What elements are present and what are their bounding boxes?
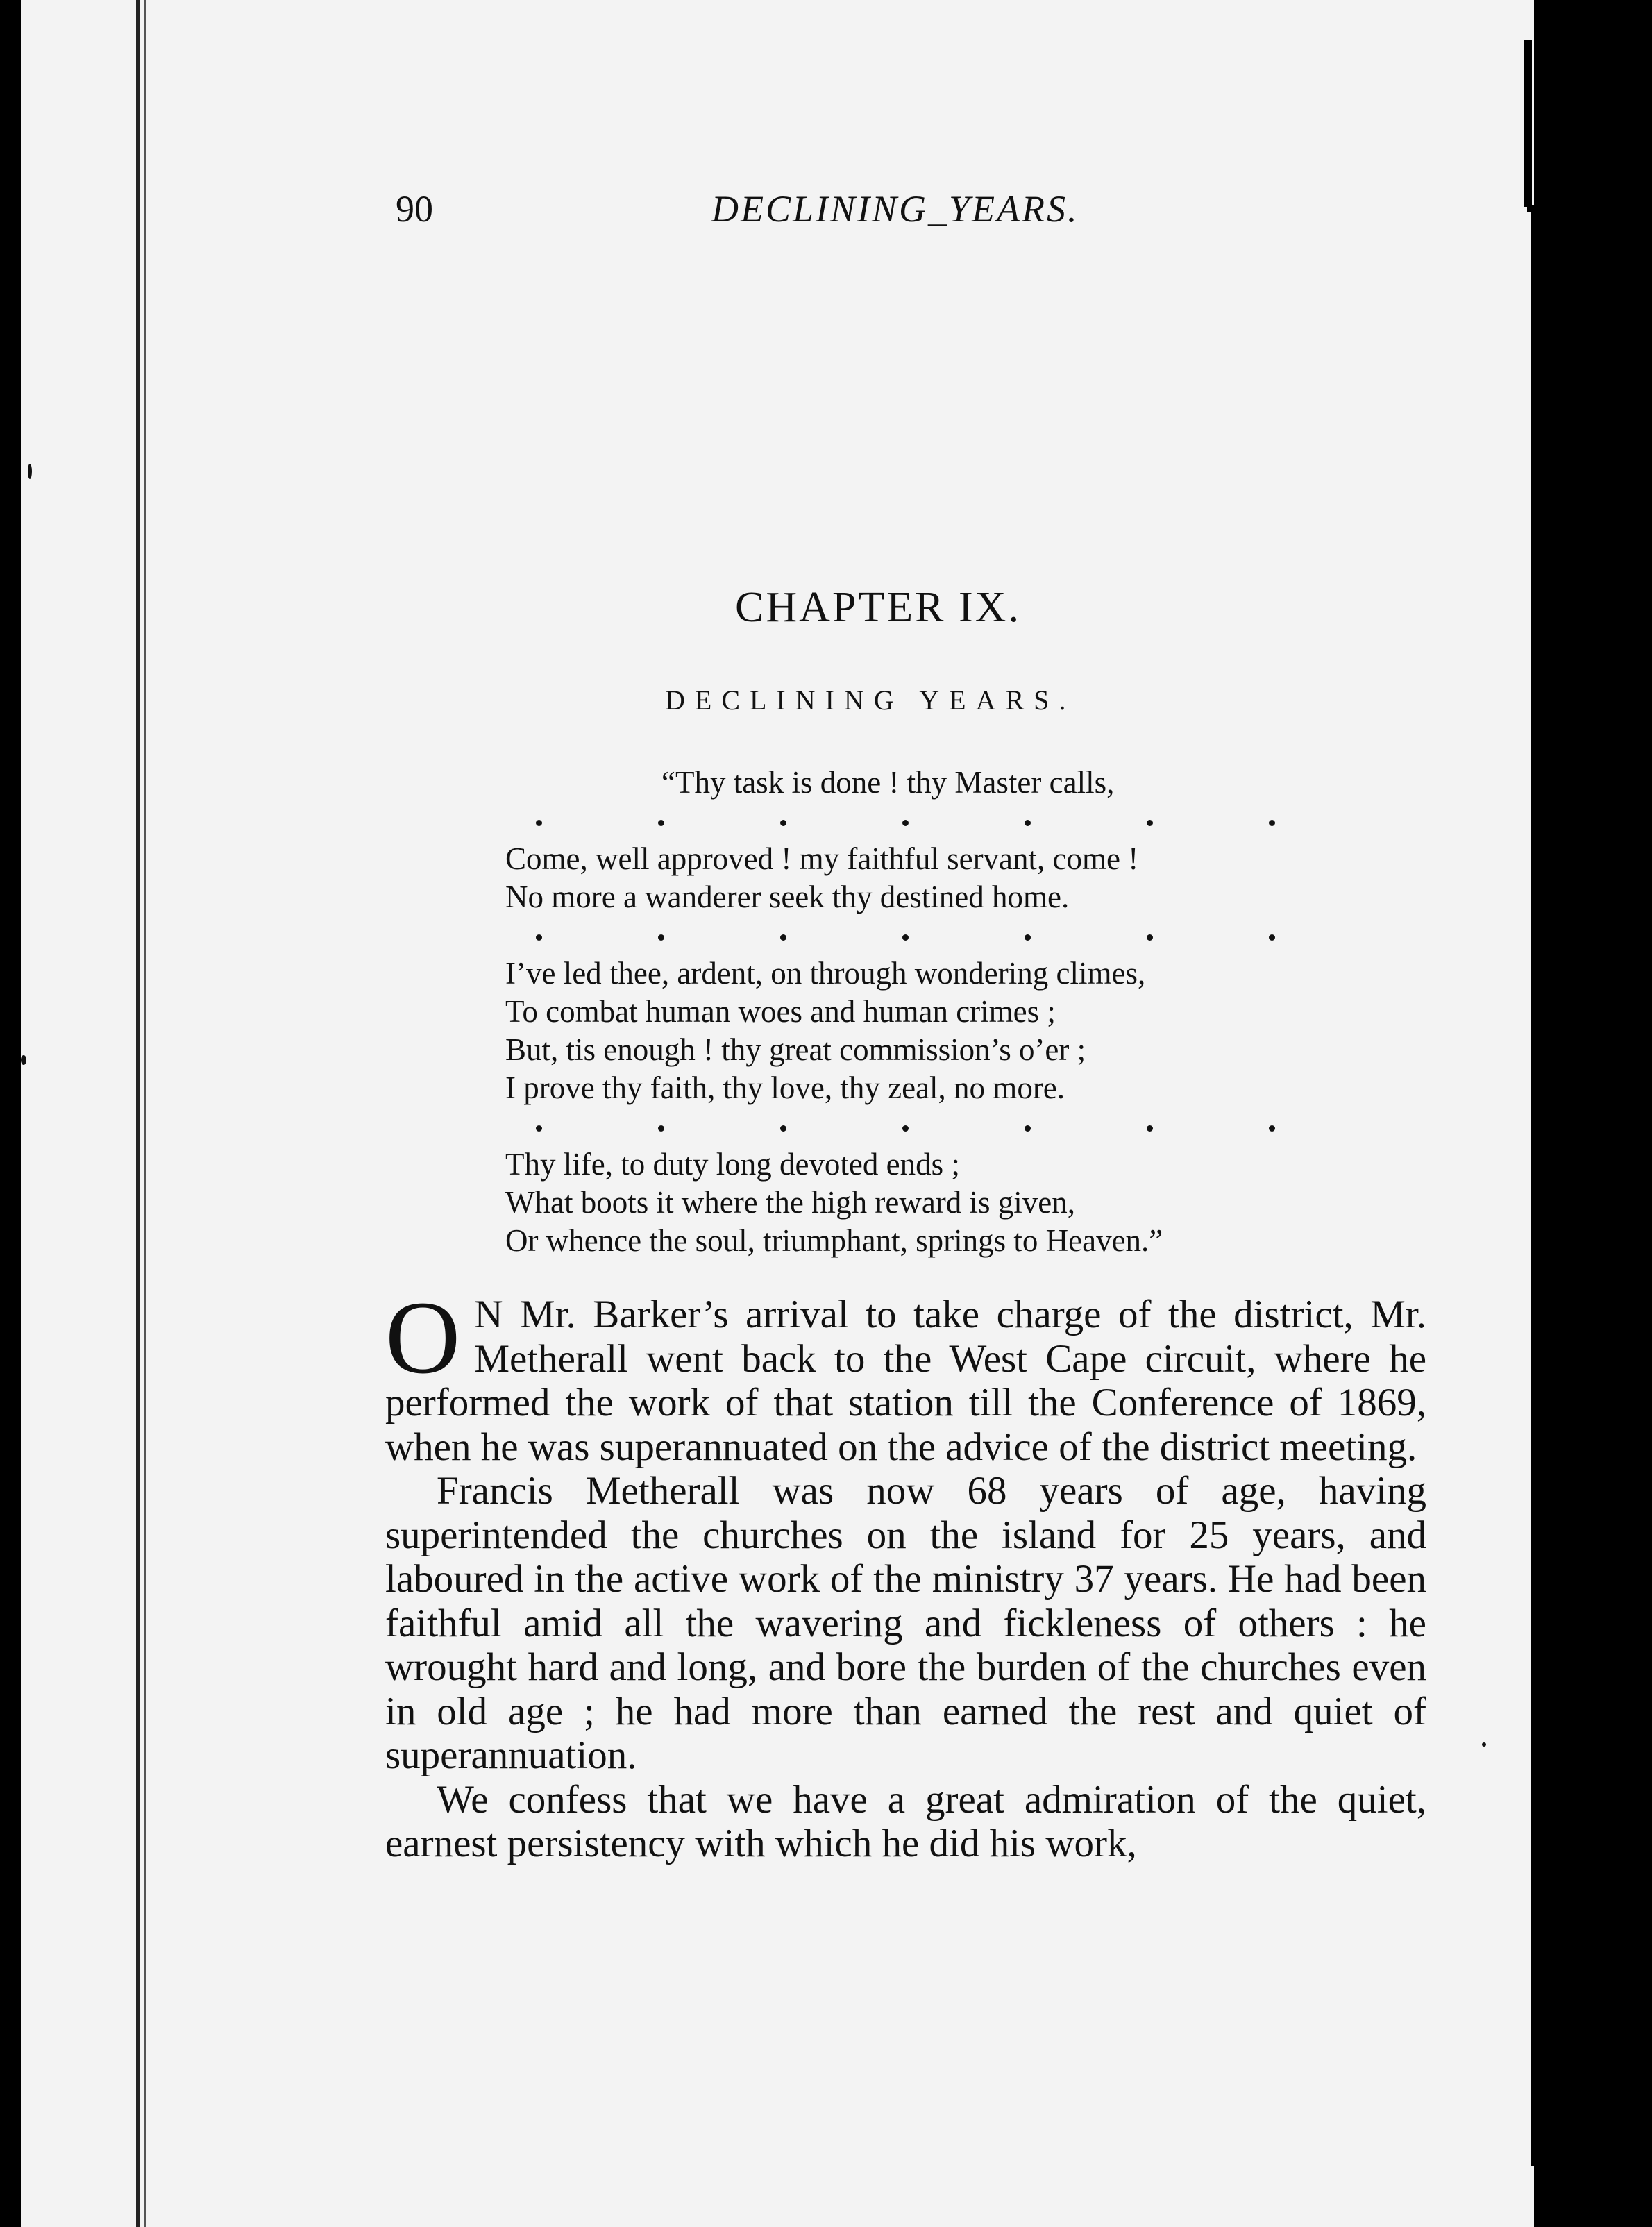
edge-tick (1524, 40, 1532, 207)
paragraph: We confess that we have a great admiration of the quiet, earnest persistency with which he did his work, (385, 1777, 1426, 1865)
epigraph-line: No more a wanderer seek thy destined home. (505, 880, 1070, 914)
gutter-line (144, 0, 146, 2227)
ellipsis-dots (505, 916, 1380, 955)
epigraph-line: But, tis enough ! thy great commission’s o’er ; (505, 1032, 1086, 1067)
epigraph (505, 764, 1380, 1260)
page-edge-shadow (1534, 0, 1652, 2227)
edge-tick (1527, 205, 1569, 212)
epigraph-line: What boots it where the high reward is given, (505, 1185, 1076, 1220)
body-text (385, 1280, 1426, 1866)
chapter-subtitle: DECLINING YEARS. (665, 684, 1076, 716)
paragraph: Francis Metherall was now 68 years of age, having superintended the churches on the island for 25 years, and laboured in the active work of the ministry 37 years. He had been faithful amid all the wavering and fickleness of others : he wrought hard and long, and bore the burden of the churches even in old age ; he had more than earned the rest and quiet of superannuation. (385, 1469, 1426, 1777)
drop-cap: O (385, 1280, 461, 1395)
paragraph-text: N Mr. Barker’s arrival to take charge of the district, Mr. Metherall went back to the West Cape circuit, where he performed the work of that station till the Conference of 1869, when he was superannuated on the advice of the district meeting. (385, 1293, 1426, 1469)
epigraph-line: Come, well approved ! my faithful servant, come ! (505, 841, 1139, 876)
epigraph-line: “Thy task is done ! thy Master calls, (661, 765, 1115, 800)
scan-speck (1482, 1742, 1486, 1747)
ellipsis-dots (505, 802, 1380, 840)
epigraph-line: Thy life, to duty long devoted ends ; (505, 1147, 960, 1182)
running-head: DECLINING_YEARS. (711, 188, 1079, 230)
ellipsis-dots (505, 1107, 1380, 1145)
scan-speck (28, 464, 32, 479)
chapter-title: CHAPTER IX. (735, 584, 1021, 631)
gutter-line (136, 0, 140, 2227)
epigraph-line: I prove thy faith, thy love, thy zeal, no more. (505, 1070, 1065, 1105)
paragraph (385, 1280, 1426, 1469)
page-number: 90 (396, 188, 433, 230)
epigraph-line: I’ve led thee, ardent, on through wondering climes, (505, 956, 1146, 991)
page-edge-rule (1531, 208, 1536, 2166)
epigraph-line: Or whence the soul, triumphant, springs to Heaven.” (505, 1223, 1163, 1258)
running-header (396, 187, 1131, 243)
epigraph-line: To combat human woes and human crimes ; (505, 994, 1056, 1029)
scan-speck (21, 1055, 26, 1065)
